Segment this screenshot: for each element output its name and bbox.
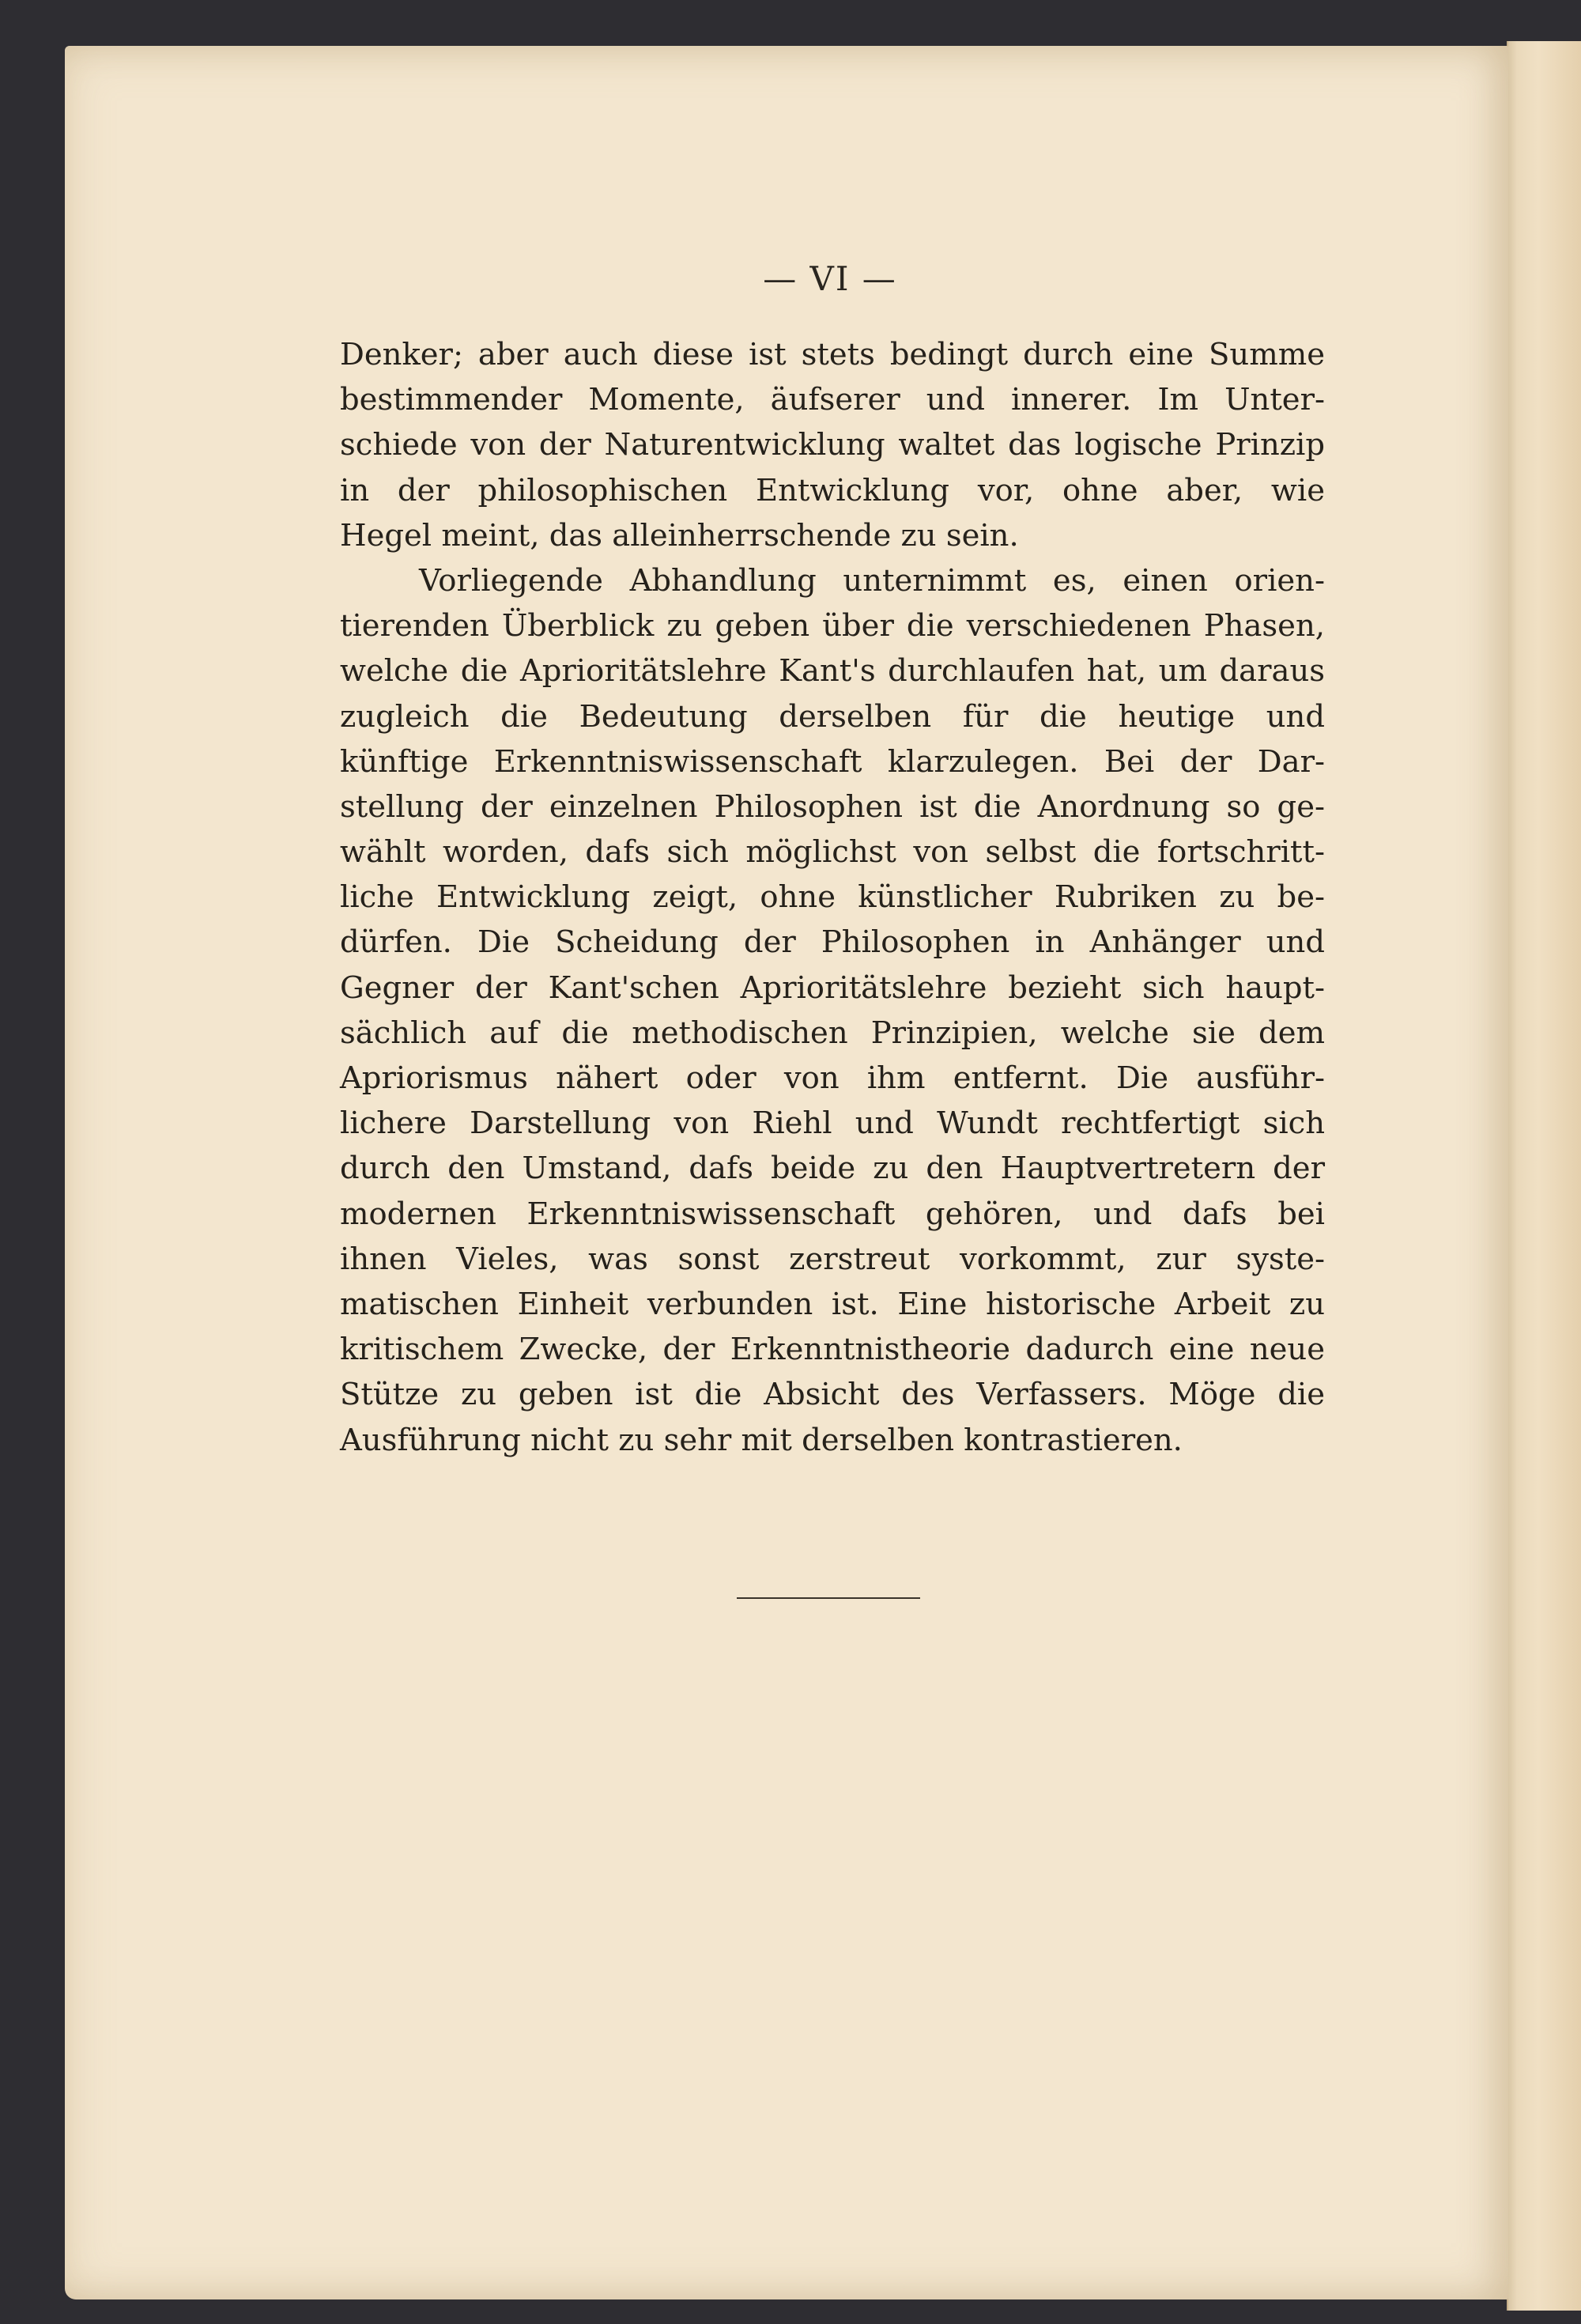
paragraph-2 [340, 558, 1325, 1463]
text-line: Apriorismus nähert oder von ihm entfernt. Die ausführ- [340, 1060, 1325, 1096]
text-line: kritischem Zwecke, der Erkenntnistheorie dadurch eine neue [340, 1332, 1325, 1368]
text-line: matischen Einheit verbunden ist. Eine historische Arbeit zu [340, 1286, 1325, 1322]
text-line: Ausführung nicht zu sehr mit derselben kontrastieren. [340, 1422, 1183, 1458]
text-line: stellung der einzelnen Philosophen ist die Anordnung so ge- [340, 788, 1325, 825]
text-line: dürfen. Die Scheidung der Philosophen in Anhänger und [340, 924, 1325, 961]
text-line: sächlich auf die methodischen Prinzipien, welche sie dem [340, 1015, 1325, 1051]
text-line: modernen Erkenntniswissenschaft gehören, und dafs bei [340, 1196, 1325, 1232]
body-text [340, 332, 1325, 1463]
page-number: — VI — [763, 259, 897, 298]
text-line: bestimmender Momente, äufserer und innerer. Im Unter- [340, 382, 1325, 418]
text-line: Vorliegende Abhandlung unternimmt es, einen orien- [419, 562, 1325, 599]
next-page-edge [1507, 41, 1581, 2311]
text-line: schiede von der Naturentwicklung waltet das logische Prinzip [340, 427, 1325, 463]
text-line: künftige Erkenntniswissenschaft klarzulegen. Bei der Dar- [340, 743, 1325, 780]
text-line: durch den Umstand, dafs beide zu den Hauptvertretern der [340, 1151, 1325, 1187]
text-line: ihnen Vieles, was sonst zerstreut vorkommt, zur syste- [340, 1241, 1325, 1277]
text-line: tierenden Überblick zu geben über die verschiedenen Phasen, [340, 608, 1325, 644]
text-line: liche Entwicklung zeigt, ohne künstlicher Rubriken zu be- [340, 879, 1325, 916]
text-line: lichere Darstellung von Riehl und Wundt rechtfertigt sich [340, 1105, 1325, 1142]
closing-rule [737, 1597, 920, 1599]
paragraph-1 [340, 332, 1325, 558]
text-line: Gegner der Kant'schen Aprioritätslehre bezieht sich haupt- [340, 969, 1325, 1006]
text-line: wählt worden, dafs sich möglichst von selbst die fortschritt- [340, 834, 1325, 871]
text-line: Denker; aber auch diese ist stets bedingt durch eine Summe [340, 337, 1325, 372]
text-line: welche die Aprioritätslehre Kant's durchlaufen hat, um daraus [340, 653, 1325, 690]
text-line: in der philosophischen Entwicklung vor, ohne aber, wie [340, 472, 1325, 508]
text-line: Hegel meint, das alleinherrschende zu sein. [340, 517, 1019, 554]
text-line: zugleich die Bedeutung derselben für die heutige und [340, 698, 1325, 735]
text-line: Stütze zu geben ist die Absicht des Verfassers. Möge die [340, 1377, 1325, 1413]
